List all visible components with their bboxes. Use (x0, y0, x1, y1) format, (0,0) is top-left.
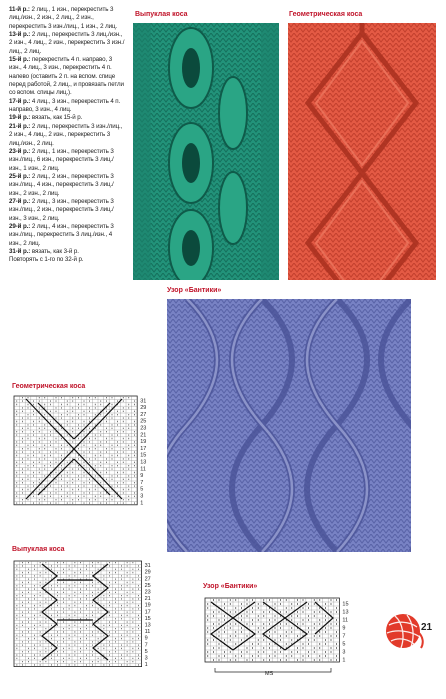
chart-row-number: 7 (342, 633, 346, 640)
chart-row-number: 15 (140, 452, 147, 459)
instruction-text: 2 лиц., перекрестить 3 изн./лиц., 2 изн., 4 лиц., 2 изн., перекрестить 3 лиц./изн., 2 лиц. (9, 122, 123, 147)
chart-geometric-cable (12, 395, 160, 507)
photo-title-geometric: Геометрическая коса (289, 11, 363, 18)
instruction-paragraph (9, 123, 122, 147)
chart-row-number: 19 (144, 602, 151, 609)
chart-row-number: 25 (140, 418, 147, 425)
chart-row-number: 5 (140, 486, 144, 493)
instruction-text: перекрестить 4 п. направо, 3 изн., 4 лиц., 3 изн., перекрестить 4 п. налево (оставить 2 п. на вспом. спице перед работой, 2 лиц., и провязать петли со вспом. спицы лиц.). (9, 56, 124, 97)
instruction-text: 2 лиц., 3 изн., перекрестить 3 изн./лиц., 2 изн., перекрестить 3 лиц./изн., 3 изн., 2 лиц. (9, 197, 114, 222)
chart-row-number: 17 (140, 445, 147, 452)
chart-title-bows: Узор «Бантики» (203, 583, 258, 590)
photo-convex-cable (133, 23, 279, 280)
chart-row-number: 7 (144, 642, 148, 649)
chart-row-number: 1 (140, 500, 144, 507)
instruction-text: 2 лиц., 1 изн., перекрестить 3 изн./лиц., 6 изн., перекрестить 3 лиц./изн., 1 изн., 2 лиц. (9, 147, 114, 172)
instruction-row-label: 31-й р.: (9, 247, 32, 255)
repeat-label: MS (265, 671, 274, 676)
chart-row-number: 27 (144, 576, 151, 583)
instruction-text: 2 лиц., перекрестить 3 лиц./изн., 2 изн., 4 лиц., 2 изн., перекрестить 3 изн./лиц., 2 лиц. (9, 31, 125, 55)
chart-row-number: 31 (144, 563, 151, 570)
chart-row-number: 31 (140, 398, 147, 405)
chart-row-number: 17 (144, 609, 151, 616)
instruction-paragraph (9, 114, 82, 121)
chart-row-number: 3 (342, 649, 346, 656)
chart-row-number: 9 (342, 625, 346, 632)
instruction-row-label: 19-й р.: (9, 114, 32, 122)
chart-row-number: 13 (144, 622, 151, 629)
instruction-paragraph (9, 31, 124, 55)
chart-row-number: 9 (144, 635, 148, 642)
chart-title-convex: Выпуклая коса (12, 546, 65, 553)
chart-title-geometric: Геометрическая коса (12, 383, 86, 390)
chart-row-number: 11 (144, 629, 151, 636)
chart-row-number: 13 (342, 609, 349, 616)
chart-row-number: 21 (140, 432, 147, 439)
chart-row-number: 11 (140, 466, 146, 473)
instructions-column (9, 6, 125, 265)
instruction-row-label: 27-й р.: (9, 197, 32, 205)
instruction-text: вязать, как 15-й р. (31, 114, 83, 122)
instruction-text: Повторять с 1-го по 32-й р. (9, 256, 84, 264)
instruction-paragraph (9, 173, 114, 197)
chart-row-number: 29 (140, 405, 147, 412)
chart-row-number: 5 (144, 648, 148, 655)
instruction-text: 2 лиц., 4 изн., перекрестить 3 изн./лиц., перекрестить 3 лиц./изн., 4 изн., 2 лиц. (9, 222, 114, 247)
chart-row-number: 15 (342, 601, 349, 608)
chart-row-number: 5 (342, 641, 346, 648)
instruction-row-label: 11-й р.: (9, 6, 32, 13)
chart-row-number: 1 (342, 657, 346, 664)
chart-row-number: 3 (140, 493, 144, 500)
instruction-text: 2 лиц., 2 изн., перекрестить 3 изн./лиц., 4 изн., перекрестить 3 лиц./изн., 2 изн., 2 лиц. (9, 172, 114, 197)
photo-bows-pattern (167, 299, 411, 552)
chart-row-number: 15 (144, 615, 151, 622)
instruction-row-label: 21-й р.: (9, 122, 32, 130)
instruction-paragraph (9, 56, 124, 96)
chart-row-number: 3 (144, 655, 148, 662)
instruction-paragraph (9, 256, 83, 263)
chart-row-number: 25 (144, 582, 151, 589)
instruction-text: 4 лиц., 3 изн., перекрестить 4 п. направо, 3 изн., 4 лиц. (9, 97, 121, 114)
chart-row-number: 11 (342, 617, 349, 624)
photo-title-bows: Узор «Бантики» (167, 287, 222, 294)
instruction-paragraph (9, 223, 114, 247)
chart-row-number: 7 (140, 479, 144, 486)
instruction-text: вязать, как 3-й р. (31, 247, 79, 255)
chart-row-number: 19 (140, 439, 147, 446)
chart-row-number: 27 (140, 411, 147, 418)
chart-row-number: 29 (144, 569, 151, 576)
chart-bows-pattern (203, 596, 363, 676)
instruction-row-label: 23-й р.: (9, 147, 32, 155)
instruction-paragraph (9, 148, 114, 172)
instruction-paragraph (9, 198, 114, 222)
instruction-paragraph (9, 98, 120, 113)
instruction-text: 2 лиц., 1 изн., перекрестить 3 лиц./изн., 2 изн., 2 лиц., 2 изн., перекрестить 3 изн./лиц., 1 изн., 2 лиц. (9, 6, 118, 30)
instruction-paragraph (9, 248, 79, 255)
yarn-ball-icon (383, 611, 425, 651)
chart-convex-cable (12, 560, 164, 670)
instruction-row-label: 17-й р.: (9, 97, 32, 105)
photo-geometric-cable (288, 23, 436, 280)
instruction-row-label: 13-й р.: (9, 31, 32, 39)
chart-row-number: 21 (144, 596, 151, 603)
instruction-row-label: 29-й р.: (9, 222, 32, 230)
photo-title-convex: Выпуклая коса (135, 11, 188, 18)
chart-row-number: 23 (144, 589, 151, 596)
chart-row-number: 23 (140, 425, 147, 432)
instruction-row-label: 25-й р.: (9, 172, 32, 180)
instruction-paragraph (9, 6, 117, 30)
chart-row-number: 9 (140, 473, 144, 480)
chart-row-number: 13 (140, 459, 147, 466)
page-number: 21 (421, 622, 433, 633)
instruction-row-label: 15-й р.: (9, 56, 32, 64)
chart-row-number: 1 (144, 662, 148, 669)
